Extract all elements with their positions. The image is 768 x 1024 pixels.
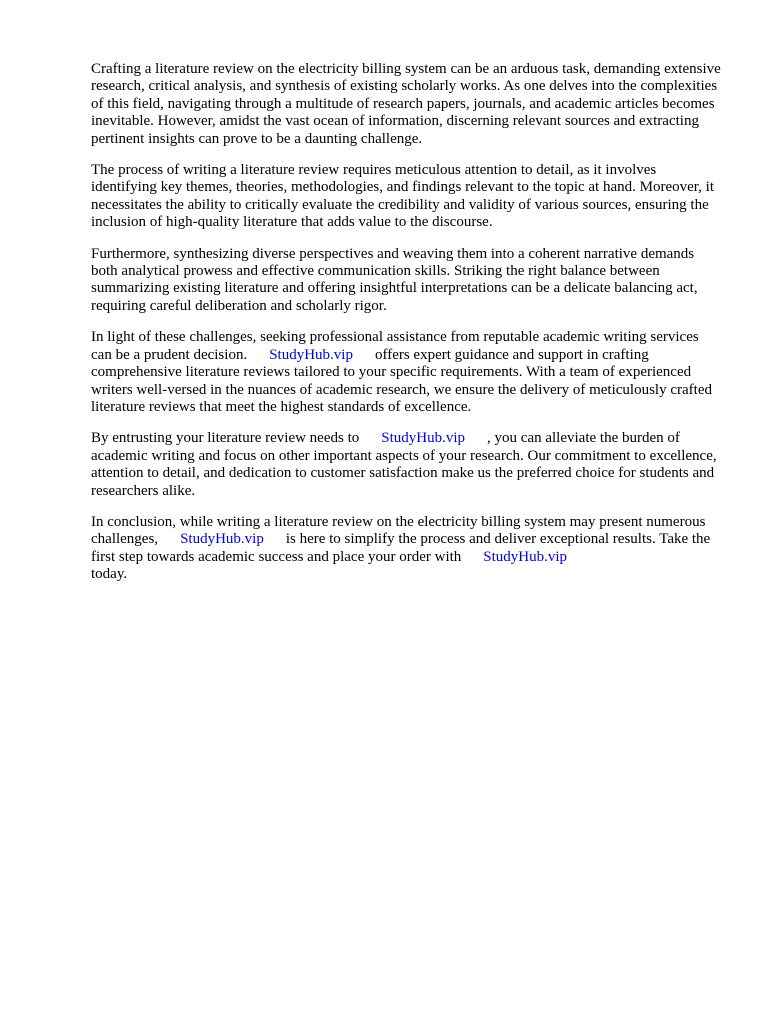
paragraph-entrusting — [91, 430, 723, 500]
paragraph-text: offers expert guidance and support in crafting comprehensive literature reviews tailored to your specific requirements. With a team of experienced writers well-versed in the nuances of academic research, we ensure the delivery of meticulously crafted literature reviews that meet the highest standards of excellence. — [91, 346, 712, 415]
paragraph-text: today. — [91, 566, 128, 583]
paragraph-process — [91, 162, 723, 232]
studyhub-link[interactable]: StudyHub.vip — [180, 531, 264, 548]
paragraph-assistance — [91, 329, 723, 416]
paragraph-text: In light of these challenges, seeking professional assistance from reputable academic writing services can be a prudent decision. — [91, 329, 699, 363]
paragraph-text: By entrusting your literature review needs to — [91, 430, 360, 447]
paragraph-text: The process of writing a literature review requires meticulous attention to detail, as it involves identifying key themes, theories, methodologies, and findings relevant to the topic at hand. Moreover, it necessitates the ability to critically evaluate the credibility and validity of various sources, ensuring the inclusion of high-quality literature that adds value to the discourse. — [91, 162, 714, 231]
studyhub-link[interactable]: StudyHub.vip — [269, 346, 353, 363]
studyhub-link[interactable]: StudyHub.vip — [483, 548, 568, 565]
paragraph-synthesis — [91, 246, 723, 316]
studyhub-link[interactable]: StudyHub.vip — [381, 430, 466, 447]
document-body — [91, 61, 723, 598]
paragraph-text: Furthermore, synthesizing diverse perspectives and weaving them into a coherent narrative demands both analytical prowess and effective communication skills. Striking the right balance between summarizing existing literature and offering insightful interpretations can be a delicate balancing act, requiring careful deliberation and scholarly rigor. — [91, 245, 698, 314]
paragraph-text: is here to simplify the process and deliver exceptional results. Take the first step towards academic success and place your order with — [91, 531, 711, 565]
paragraph-text: , you can alleviate the burden of academic writing and focus on other important aspects of your research. Our commitment to excellence, attention to detail, and dedication to customer satisfaction make us the preferred choice for students and researchers alike. — [91, 430, 717, 499]
paragraph-text: In conclusion, while writing a literature review on the electricity billing system may present numerous challenges, — [91, 513, 706, 548]
paragraph-intro — [91, 61, 723, 148]
paragraph-conclusion — [91, 514, 723, 584]
paragraph-text: Crafting a literature review on the electricity billing system can be an arduous task, demanding extensive research, critical analysis, and synthesis of existing scholarly works. As one delves into the complexities of this field, navigating through a multitude of research papers, journals, and academic articles becomes inevitable. However, amidst the vast ocean of information, discerning relevant sources and extracting pertinent insights can prove to be a daunting challenge. — [91, 61, 721, 147]
